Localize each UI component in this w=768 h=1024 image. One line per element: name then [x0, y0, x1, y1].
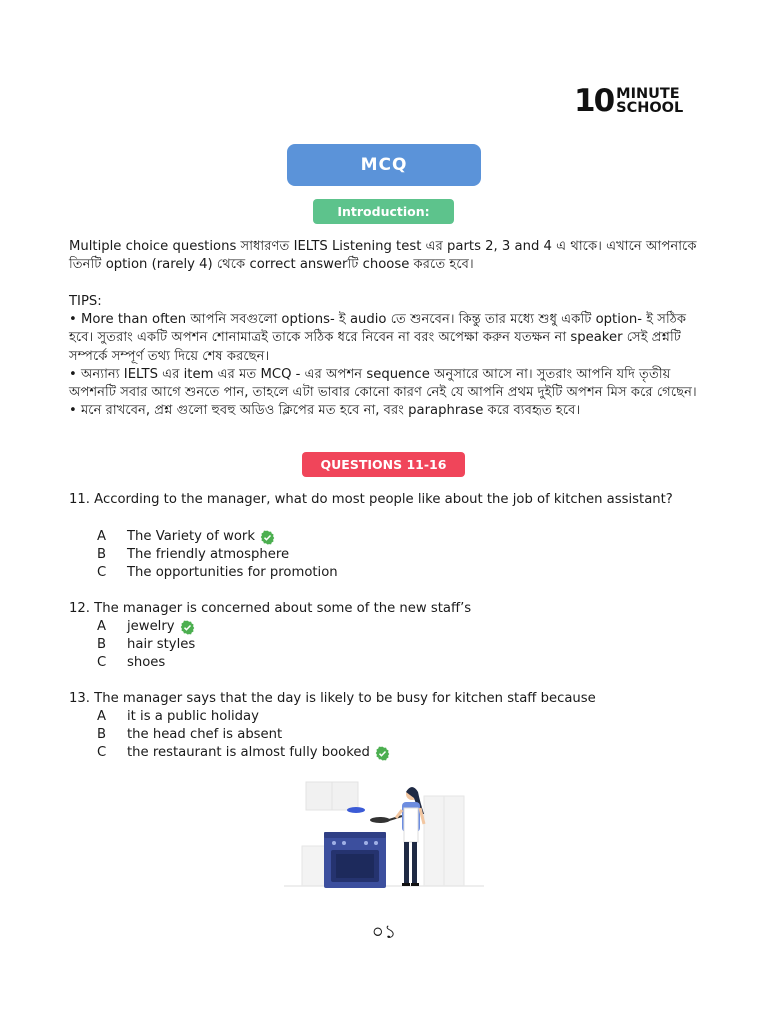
- option-letter: B: [97, 637, 107, 652]
- question-12: 12. The manager is concerned about some of the new staff’s: [69, 601, 472, 616]
- option-text: it is a public holiday: [127, 709, 259, 724]
- option-13-a: [97, 708, 259, 726]
- option-12-c: [97, 654, 165, 672]
- verified-check-icon: [260, 530, 275, 545]
- option-letter: A: [97, 709, 107, 724]
- option-text: shoes: [127, 655, 166, 670]
- option-13-b: [97, 726, 282, 744]
- option-12-b: [97, 636, 195, 654]
- tip-item: • অন্যান্য IELTS এর item এর মত MCQ - এর অপশন sequence অনুসারে আসে না। সুতরাং আপনি যদি তৃতীয় অপশনটি সবার আগে শুনতে পান, তাহলে এটা ভাবার কোনো কারণ নেই যে আপনি প্রথম দুইটি অপশন মিস করে গেছেন।: [69, 366, 697, 401]
- logo-line-school: SCHOOL: [616, 100, 684, 116]
- option-letter: A: [97, 529, 107, 544]
- option-letter: C: [97, 655, 107, 670]
- question-11: 11. According to the manager, what do most people like about the job of kitchen assistant?: [69, 492, 673, 507]
- mcq-title-badge: MCQ: [287, 144, 481, 186]
- option-letter: C: [97, 565, 107, 580]
- question-13: 13. The manager says that the day is likely to be busy for kitchen staff because: [69, 691, 596, 706]
- verified-check-icon: [375, 746, 390, 761]
- option-11-c: [97, 564, 338, 582]
- option-11-b: [97, 546, 289, 564]
- page-number: ০১: [371, 921, 397, 943]
- ten-minute-school-logo: [574, 84, 683, 118]
- logo-line-minute: MINUTE: [616, 86, 680, 102]
- option-letter: C: [97, 745, 107, 760]
- option-text: The Variety of work: [127, 529, 255, 544]
- option-text: the head chef is absent: [127, 727, 283, 742]
- option-text: jewelry: [127, 619, 175, 634]
- intro-paragraph: Multiple choice questions সাধারণত IELTS Listening test এর parts 2, 3 and 4 এ থাকে। এখানে আপনাকে তিনটি option (rarely 4) থেকে correct answerটি choose করতে হবে।: [69, 239, 697, 273]
- option-letter: A: [97, 619, 107, 634]
- option-text: the restaurant is almost fully booked: [127, 745, 370, 760]
- questions-range-badge: QUESTIONS 11-16: [302, 452, 465, 477]
- kitchen-cook-illustration: [284, 772, 484, 902]
- option-11-a: [97, 528, 275, 546]
- option-12-a: [97, 618, 195, 636]
- option-text: The friendly atmosphere: [127, 547, 290, 562]
- option-text: The opportunities for promotion: [127, 565, 338, 580]
- tip-item: • মনে রাখবেন, প্রশ্ন গুলো হুবহু অডিও ক্লিপের মত হবে না, বরং paraphrase করে ব্যবহৃত হবে।: [69, 403, 581, 419]
- logo-words: [616, 87, 683, 115]
- option-13-c: [97, 744, 390, 762]
- option-text: hair styles: [127, 637, 196, 652]
- verified-check-icon: [180, 620, 195, 635]
- tips-section: [69, 293, 709, 420]
- option-letter: B: [97, 727, 107, 742]
- tip-item: • More than often আপনি সবগুলো options- ই audio তে শুনবেন। কিন্তু তার মধ্যে শুধু একটি option- ই সঠিক হবে। সুতরাং একটি অপশন শোনামাত্রই তাকে সঠিক ধরে নিবেন না বরং অপেক্ষা করুন যতক্ষন না speaker সেই প্রশ্নটি সম্পর্কে সম্পূর্ণ তথ্য দিয়ে শেষ করছেন।: [69, 312, 687, 364]
- logo-number: 10: [574, 83, 614, 119]
- introduction-badge: Introduction:: [313, 199, 454, 224]
- option-letter: B: [97, 547, 107, 562]
- tips-title: TIPS:: [69, 294, 102, 309]
